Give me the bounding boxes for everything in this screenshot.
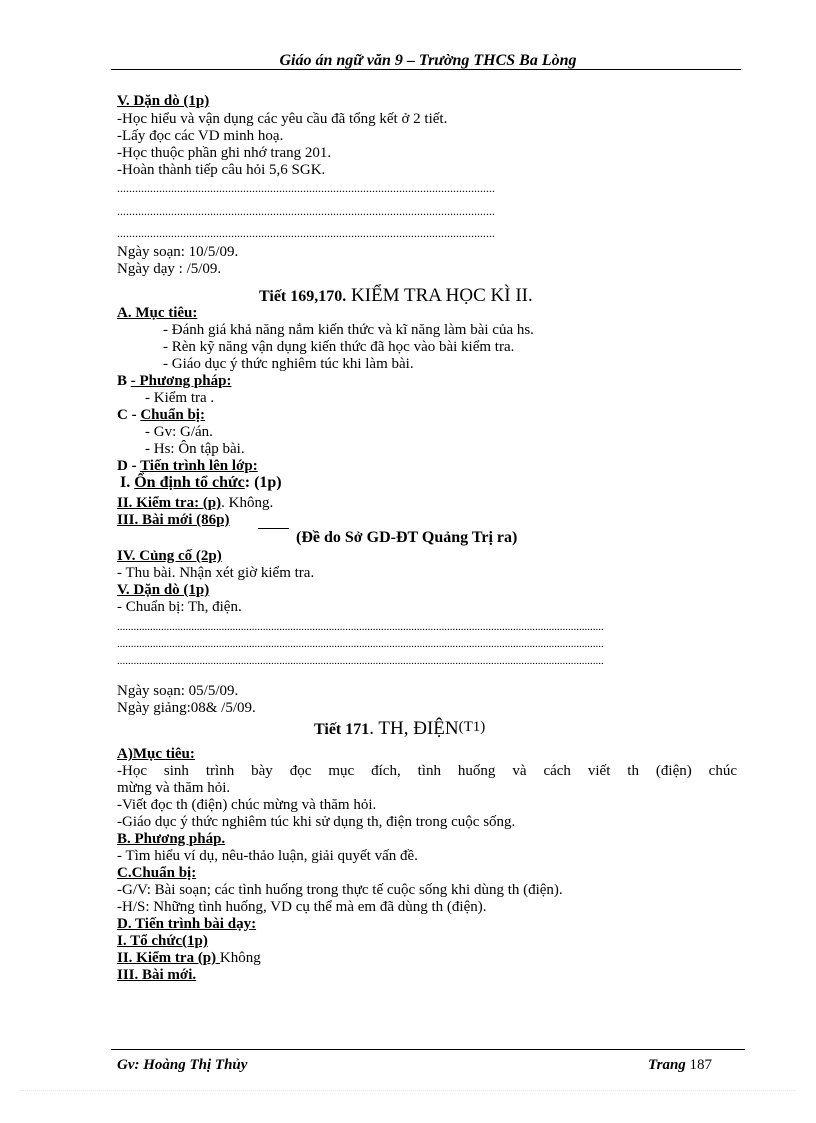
lesson-1-pp-heading-text: - Phương pháp: [130,373,232,389]
lesson-1-pp-item: - Kiểm tra . [145,390,215,406]
lesson-1-kiem-tra-time: (p) [202,495,222,511]
date-soan-2: Ngày soạn: 05/5/09. [117,683,239,699]
lesson-1-muc-tieu-heading: A. Mục tiêu: [117,305,198,321]
lesson-2-muc-tieu-line-1: -Học sinh trình bày đọc mục đích, tình huống và cách viết th (điện) chúc [117,763,737,779]
lesson-1-muc-tieu-item-3: - Giáo dục ý thức nghiêm túc khi làm bài. [163,356,414,372]
lesson-1-on-dinh-prefix: I. [120,474,135,491]
footer-page-number: 187 [689,1057,713,1073]
footer-page [648,1057,712,1074]
lesson-1-cb-item-2: - Hs: Ôn tập bài. [145,441,245,457]
lesson-1-dan-do-heading: V. Dặn dò (1p) [117,582,210,598]
dan-do-heading-top: V. Dặn dò (1p) [117,93,210,109]
lesson-2-to-chuc-heading: I. Tổ chức(1p) [117,933,208,949]
lesson-1-ttl-label: D - [117,458,141,474]
dan-do-item-4: -Hoàn thành tiếp câu hỏi 5,6 SGK. [117,162,326,178]
lesson-2-muc-tieu-line-2: -Viết đọc th (điện) chúc mừng và thăm hỏi. [117,797,377,813]
lesson-1-pp-label: B [117,373,131,389]
lesson-2-pp-item: - Tìm hiểu ví dụ, nêu-thảo luận, giải quyết vấn đề. [117,848,418,864]
lesson-1-bai-moi-heading: III. Bài mới (86p) [117,512,230,528]
lesson-2-title-prefix: Tiết 171 [314,721,370,738]
footer-teacher: Gv: Hoàng Thị Thủy [117,1057,248,1073]
lesson-2-muc-tieu-line-1b: mừng và thăm hỏi. [117,780,231,796]
lesson-1-cb-label: C - [117,407,141,423]
lesson-1-on-dinh-time: : (1p) [244,474,282,491]
lesson-1-dan-do-item: - Chuẩn bị: Th, điện. [117,599,242,615]
lesson-1-kiem-tra-value: . Không. [221,495,274,511]
lesson-1-bai-moi-underline-extension [258,528,289,529]
lesson-1-title-main: KIỂM TRA HỌC KÌ II. [346,285,533,306]
lesson-1-kiem-tra-heading: II. Kiểm tra: [117,495,203,511]
lesson-1-cung-co-item: - Thu bài. Nhận xét giờ kiểm tra. [117,565,315,581]
lesson-2-cb-item-1: -G/V: Bài soạn; các tình huống trong thực tế cuộc sống khi dùng th (điện). [117,882,563,898]
lesson-1-cb-item-1: - Gv: G/án. [145,424,213,440]
dotted-line-6: ................................................................................................................................................................................. [117,655,604,667]
dotted-line-5: ................................................................................................................................................................................. [117,638,604,650]
lesson-1-muc-tieu-item-1: - Đánh giá khả năng nắm kiến thức và kĩ năng làm bài của hs. [163,322,534,338]
date-giang-2: Ngày giảng:08& /5/09. [117,700,256,716]
lesson-1-kiem-tra [117,495,273,511]
page-header-title: Giáo án ngữ văn 9 – Trường THCS Ba Lòng [279,52,577,69]
lesson-2-kiem-tra-value: Không [219,950,261,966]
lesson-1-ttl-heading [117,458,258,474]
lesson-1-pp-heading [117,373,231,389]
lesson-1-cb-heading [117,407,205,423]
date-day-1: Ngày dạy : /5/09. [117,261,222,277]
dotted-line-2: .............................................................................................................................. [117,204,495,218]
lesson-1-on-dinh [120,475,282,491]
lesson-1-title [259,285,533,307]
lesson-2-muc-tieu-heading: A)Mục tiêu: [117,746,195,762]
lesson-2-pp-heading: B. Phương pháp. [117,831,226,847]
header-rule [111,69,741,70]
footer-rule [111,1049,745,1050]
dan-do-item-2: -Lấy đọc các VD minh hoạ. [117,128,284,144]
dan-do-item-1: -Học hiểu và vận dụng các yêu cầu đã tổng kết ở 2 tiết. [117,111,448,127]
lesson-2-kiem-tra-heading: II. Kiểm tra (p) [117,950,220,966]
lesson-2-cb-item-2: -H/S: Những tình huống, VD cụ thể mà em đã dùng th (điện). [117,899,487,915]
lesson-2-bai-moi-heading: III. Bài mới. [117,967,197,983]
lesson-2-title [314,718,485,740]
lesson-2-title-main: . TH, ĐIỆN [369,718,459,739]
lesson-1-muc-tieu-item-2: - Rèn kỹ năng vận dụng kiến thức đã học vào bài kiểm tra. [163,339,515,355]
date-soan-1: Ngày soạn: 10/5/09. [117,244,239,260]
page-bottom-border [20,1090,796,1091]
lesson-1-title-prefix: Tiết 169,170. [259,288,347,305]
lesson-1-on-dinh-heading: Ổn định tổ chức [134,474,245,491]
dotted-line-3: .............................................................................................................................. [117,226,495,240]
lesson-1-cb-heading-text: Chuẩn bị: [140,407,205,423]
lesson-2-ttbd-heading: D. Tiến trình bài dạy: [117,916,257,932]
lesson-2-title-suffix: (T1) [458,719,486,735]
footer-page-label: Trang [648,1057,690,1073]
dotted-line-4: ................................................................................................................................................................................. [117,621,604,633]
lesson-1-ttl-heading-text: Tiến trình lên lớp: [140,458,258,474]
lesson-2-muc-tieu-line-3: -Giáo dục ý thức nghiêm túc khi sử dụng th, điện trong cuộc sống. [117,814,516,830]
dotted-line-1: .............................................................................................................................. [117,181,495,195]
lesson-1-cung-co-heading: IV. Củng cố (2p) [117,548,222,564]
lesson-2-cb-heading: C.Chuẩn bị: [117,865,197,881]
lesson-1-de-note: (Đề do Sở GD-ĐT Quảng Trị ra) [296,529,518,546]
dan-do-item-3: -Học thuộc phần ghi nhớ trang 201. [117,145,332,161]
lesson-2-kiem-tra [117,950,261,966]
